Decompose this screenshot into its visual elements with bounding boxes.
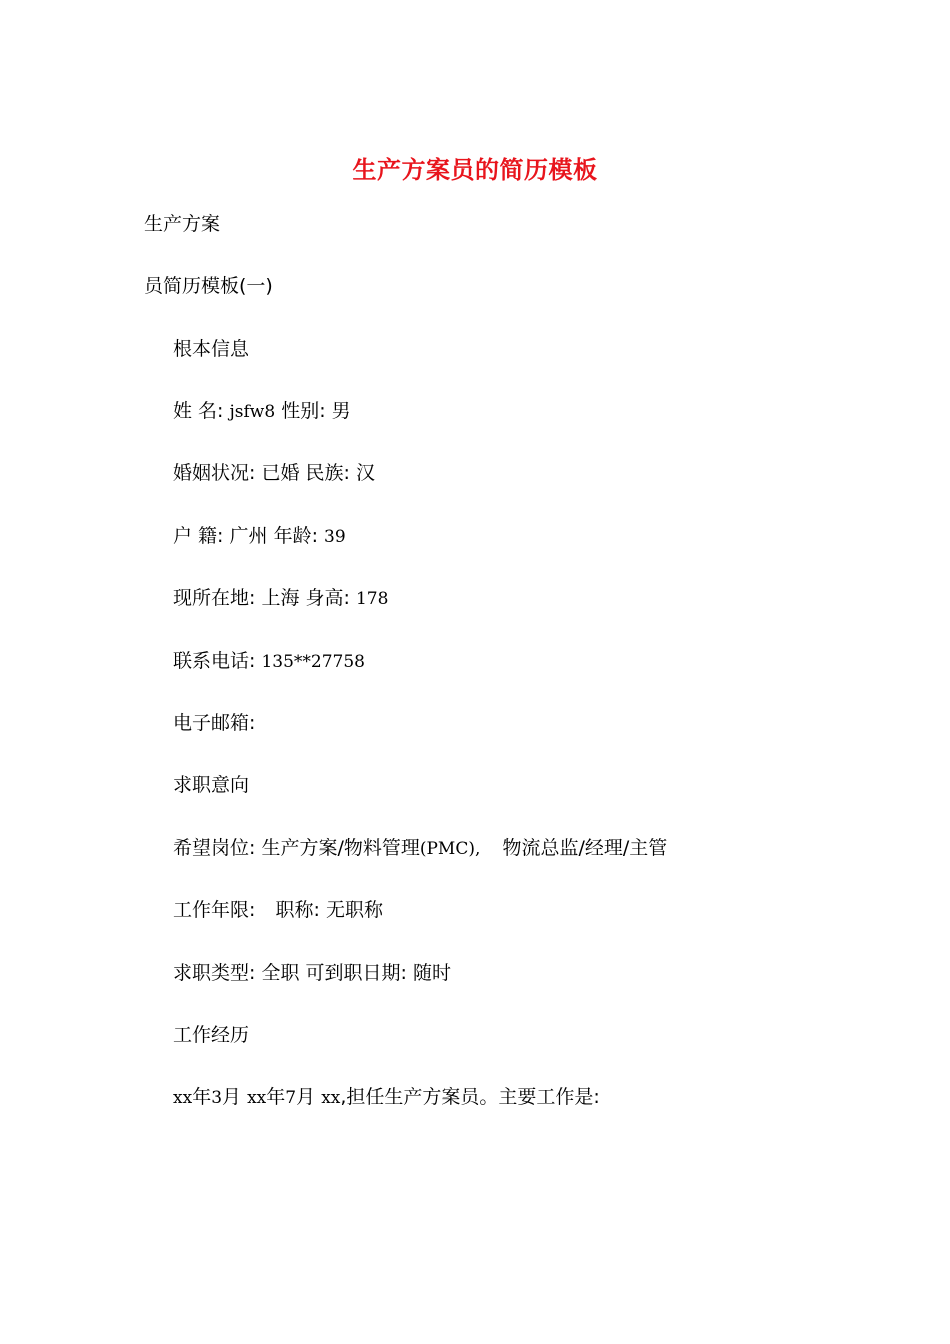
email-label: 电子邮箱: [173, 712, 256, 734]
exp-month-num-2: 7 [285, 1088, 297, 1108]
hukou-value: 广州 [229, 525, 268, 547]
exp-xx-1: xx [173, 1088, 193, 1108]
marital-label: 婚姻状况: [173, 462, 256, 484]
age-value: 39 [324, 527, 346, 547]
start-value: 随时 [412, 962, 451, 984]
marital-ethnicity-row [173, 460, 375, 486]
position-label: 希望岗位: [173, 837, 256, 859]
type-label: 求职类型: [173, 962, 256, 984]
exp-xx-2: xx [247, 1088, 267, 1108]
location-value: 上海 [261, 587, 300, 609]
experience-line-1 [173, 1084, 600, 1111]
ethnicity-value: 汉 [355, 462, 375, 484]
exp-rest: ,担任生产方案员。主要工作是: [340, 1086, 600, 1108]
exp-month-2: 月 [296, 1086, 316, 1108]
height-value: 178 [355, 589, 389, 609]
email-row [173, 710, 255, 736]
exp-year-1: 年 [192, 1086, 212, 1108]
title-label: 职称: [275, 899, 320, 921]
position-value-a: 生产方案/物料管理 [261, 837, 420, 859]
heading-line-2: 员简历模板(一) [144, 275, 273, 297]
exp-month-num-1: 3 [211, 1088, 223, 1108]
exp-month-1: 月 [222, 1086, 242, 1108]
exp-xx-3: xx [321, 1088, 341, 1108]
location-label: 现所在地: [173, 587, 256, 609]
start-label: 可到职日期: [305, 962, 407, 984]
phone-label: 联系电话: [173, 650, 256, 672]
section-intention: 求职意向 [173, 774, 250, 796]
heading-line-1: 生产方案 [144, 213, 221, 235]
gender-value: 男 [331, 400, 351, 422]
position-value-c: 物流总监/经理/主管 [502, 837, 668, 859]
name-label: 姓 名: [173, 400, 224, 422]
title-value: 无职称 [325, 899, 383, 921]
exp-year-2: 年 [266, 1086, 286, 1108]
name-value: jsfw8 [229, 402, 276, 422]
age-label: 年龄: [273, 525, 318, 547]
hukou-age-row [173, 523, 346, 550]
hukou-label: 户 籍: [173, 525, 224, 547]
type-start-row [173, 960, 451, 986]
position-value-b: (PMC), [419, 839, 481, 859]
phone-row [173, 648, 365, 675]
gender-label: 性别: [281, 400, 326, 422]
height-label: 身高: [305, 587, 350, 609]
location-height-row [173, 585, 388, 612]
ethnicity-label: 民族: [305, 462, 350, 484]
years-label: 工作年限: [173, 899, 256, 921]
document-title: 生产方案员的简历模板 [352, 156, 598, 184]
phone-value: 135**27758 [261, 652, 365, 672]
name-gender-row [173, 398, 351, 425]
marital-value: 已婚 [261, 462, 300, 484]
type-value: 全职 [261, 962, 300, 984]
position-row [173, 835, 667, 862]
section-experience: 工作经历 [173, 1024, 250, 1046]
section-basic-info: 根本信息 [173, 338, 250, 360]
years-title-row [173, 897, 383, 923]
